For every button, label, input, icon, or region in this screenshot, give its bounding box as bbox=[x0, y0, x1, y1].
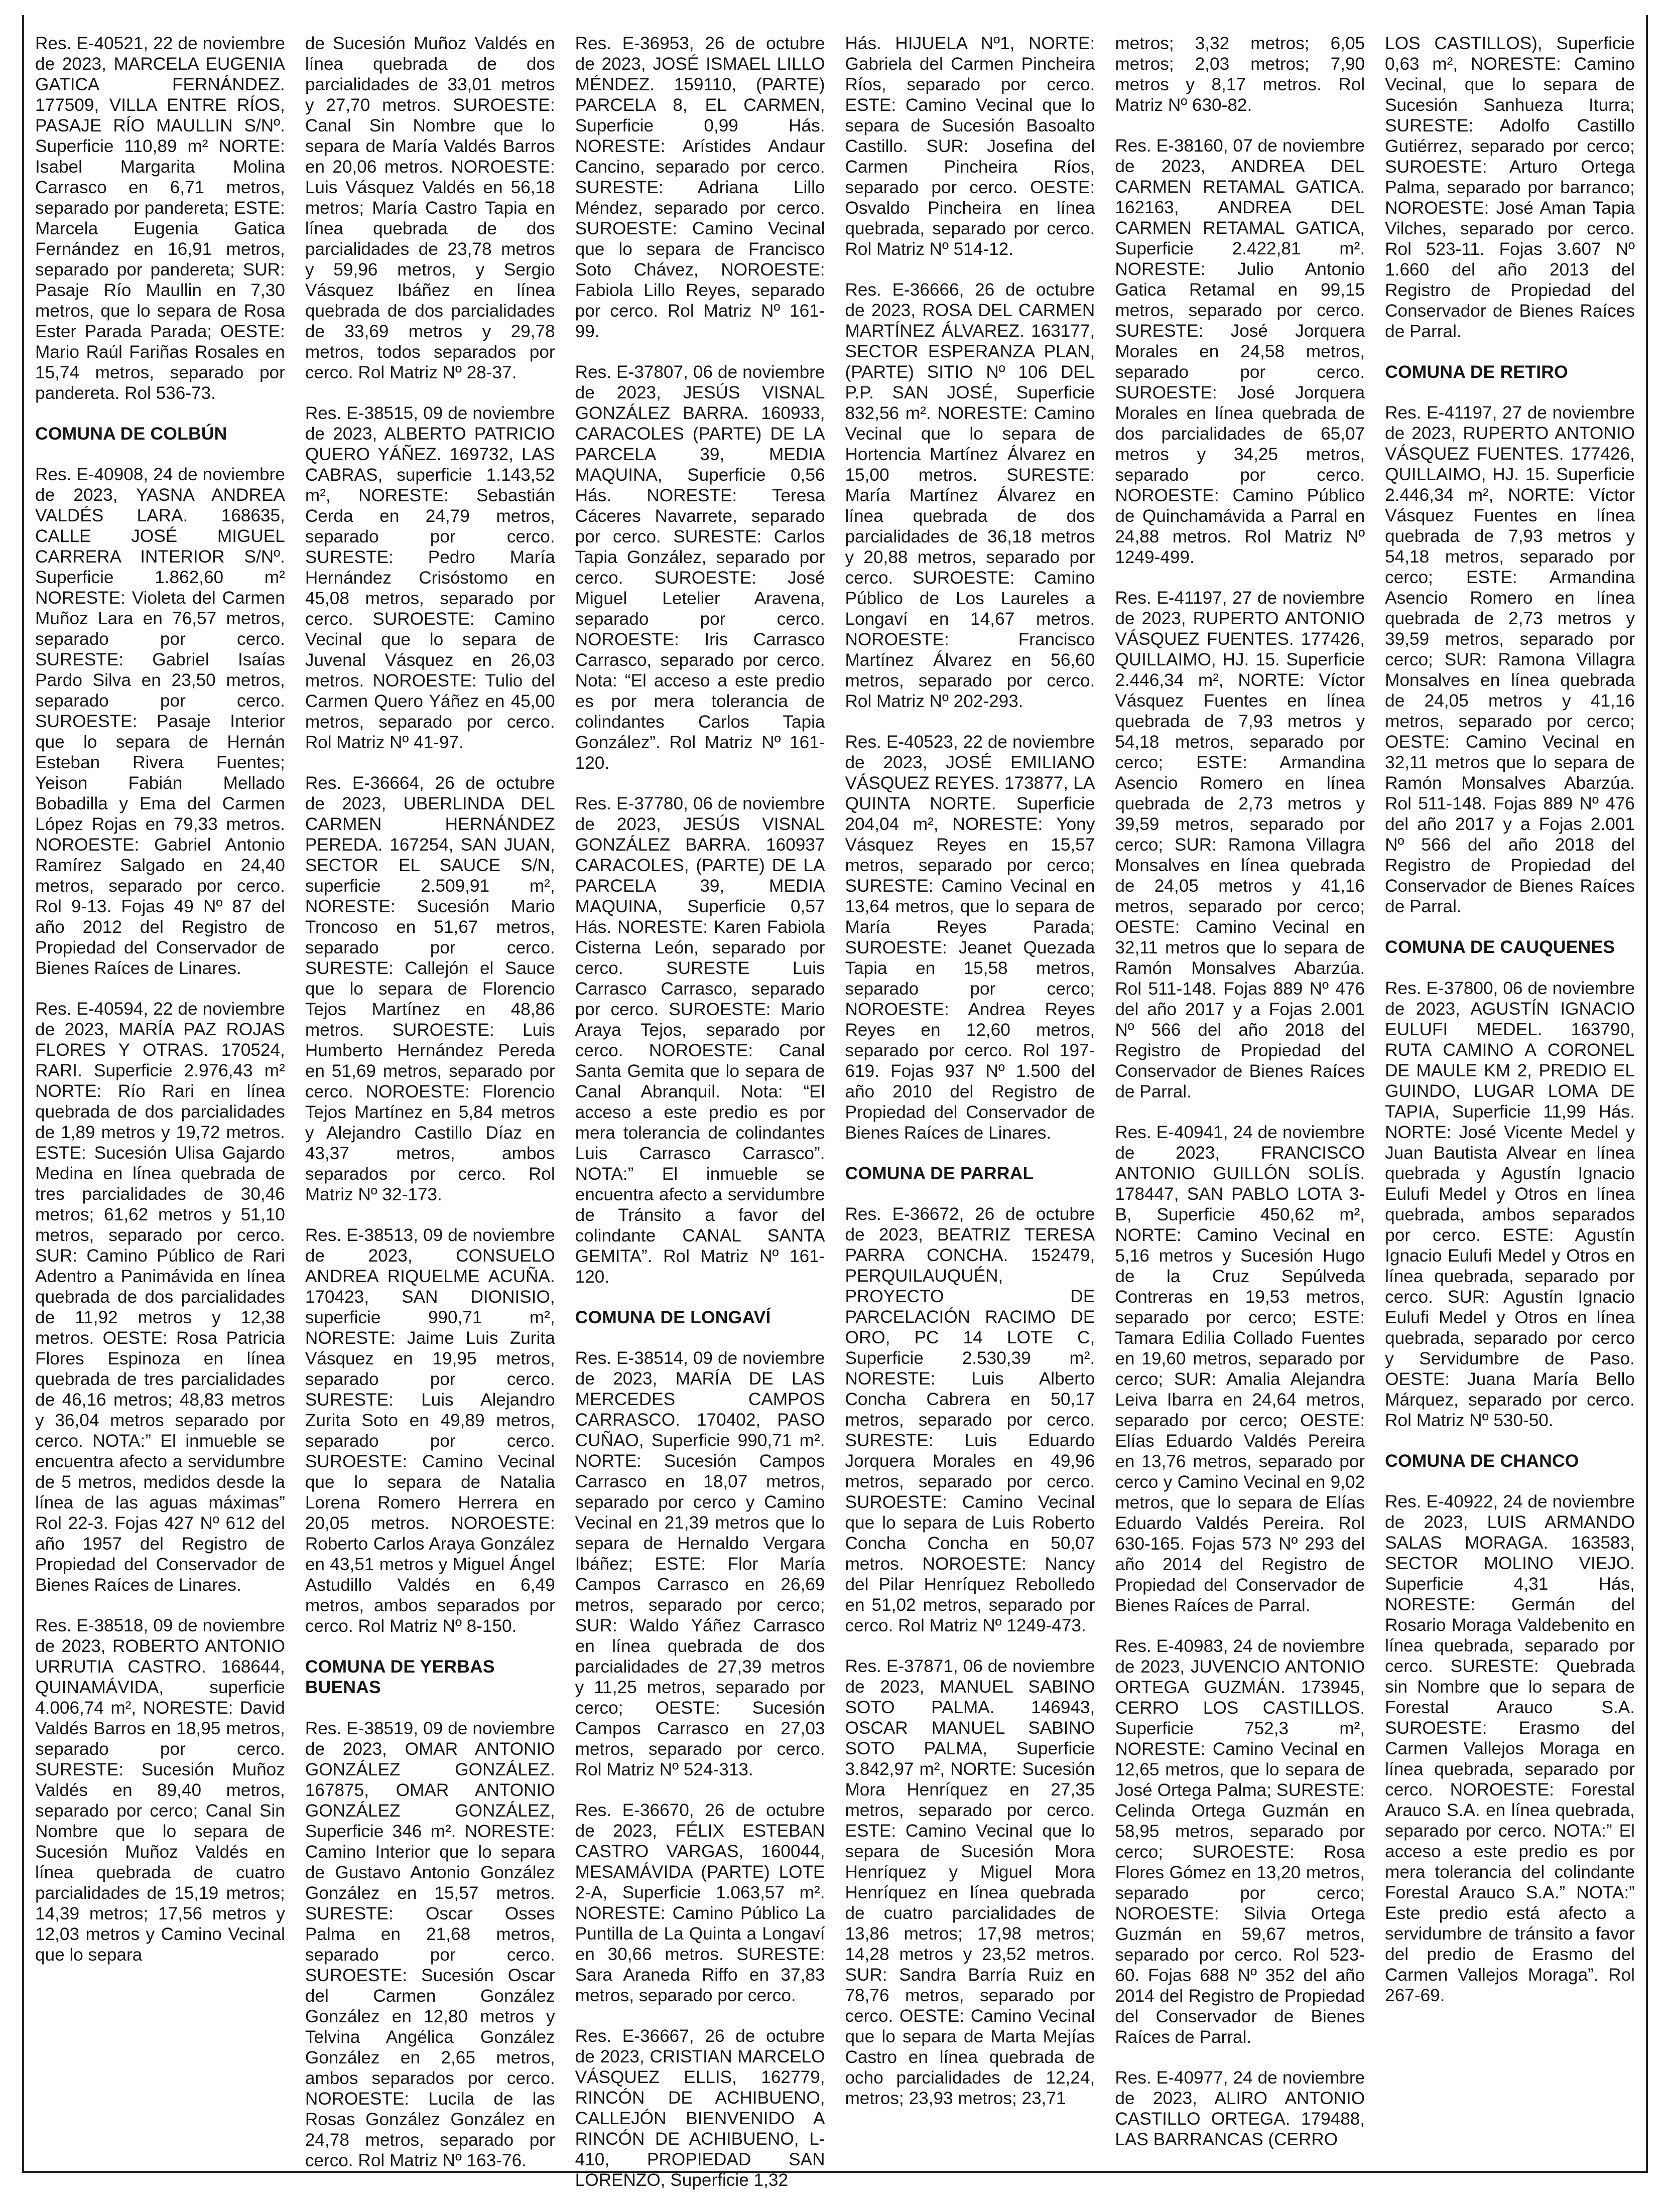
comuna-heading: COMUNA DE RETIRO bbox=[1385, 362, 1568, 382]
notice-entry: Res. E-37871, 06 de noviembre de 2023, MANUEL SABINO SOTO PALMA. 146943, OSCAR MANUEL SABINO SOTO PALMA, Superficie 3.842,97 m², NORTE: Sucesión Mora Henríquez en 27,35 metros, separado por cerco. ESTE: Camino Vecinal que lo separa de Sucesión Mora Henríquez y Miguel Mora Henríquez en línea quebrada de cuatro parcialidades de 13,86 metros; 17,98 metros; 14,28 metros y 23,52 metros. SUR: Sandra Barría Ruiz en 78,76 metros, separado por cerco. OESTE: Camino Vecinal que lo separa de Marta Mejías Castro en línea quebrada de ocho parcialidades de 12,24, metros; 23,93 metros; 23,71 bbox=[845, 1656, 1095, 2109]
notice-entry: Res. E-38160, 07 de noviembre de 2023, ANDREA DEL CARMEN RETAMAL GATICA. 162163, ANDREA DEL CARMEN RETAMAL GATICA, Superficie 2.422,81 m². NORESTE: Julio Antonio Gatica Retamal en 99,15 metros, separado por cerco. SURESTE: José Jorquera Morales en 24,58 metros, separado por cerco. SUROESTE: José Jorquera Morales en línea quebrada de dos parcialidades de 65,07 metros y 34,25 metros, separado por cerco. NOROESTE: Camino Público de Quinchamávida a Parral en 24,88 metros. Rol Matriz Nº 1249-499. bbox=[1115, 136, 1365, 567]
notice-entry: de Sucesión Muñoz Valdés en línea quebrada de dos parcialidades de 33,01 metros y 27,70 metros. SUROESTE: Canal Sin Nombre que lo separa de María Valdés Barros en 20,06 metros. NOROESTE: Luis Vásquez Valdés en 56,18 metros; María Castro Tapia en línea quebrada de dos parcialidades de 23,78 metros y 59,96 metros, y Sergio Vásquez Ibáñez en línea quebrada de dos parcialidades de 33,69 metros y 29,78 metros, todos separados por cerco. Rol Matriz Nº 28-37. bbox=[305, 34, 555, 382]
notice-entry: Res. E-37780, 06 de noviembre de 2023, JESÚS VISNAL GONZÁLEZ BARRA. 160937 CARACOLES, (PARTE) DE LA PARCELA 39, MEDIA MAQUINA, Superficie 0,57 Hás. NORESTE: Karen Fabiola Cisterna León, separado por cerco. SURESTE Luis Carrasco Carrasco, separado por cerco. SUROESTE: Mario Araya Tejos, separado por cerco. NOROESTE: Canal Santa Gemita que lo separa de Canal Abranquil. Nota: “El acceso a este predio es por mera tolerancia de colindantes Luis Carrasco Carrasco”. NOTA:” El inmueble se encuentra afecto a servidumbre de Tránsito a favor del colindante CANAL SANTA GEMITA”. Rol Matriz Nº 161-120. bbox=[575, 794, 825, 1287]
column-6 bbox=[1385, 33, 1635, 2161]
notice-entry: Res. E-36664, 26 de octubre de 2023, UBERLINDA DEL CARMEN HERNÁNDEZ PEREDA. 167254, SAN JUAN, SECTOR EL SAUCE S/N, superficie 2.509,91 m², NORESTE: Sucesión Mario Troncoso en 51,67 metros, separado por cerco. SURESTE: Callejón el Sauce que lo separa de Florencio Tejos Martínez en 48,86 metros. SUROESTE: Luis Humberto Hernández Pereda en 51,69 metros, separado por cerco. NOROESTE: Florencio Tejos Martínez en 5,84 metros y Alejandro Castillo Díaz en 43,37 metros, ambos separados por cerco. Rol Matriz Nº 32-173. bbox=[305, 773, 555, 1204]
notice-entry: Res. E-38519, 09 de noviembre de 2023, OMAR ANTONIO GONZÁLEZ GONZÁLEZ. 167875, OMAR ANTONIO GONZÁLEZ GONZÁLEZ, Superficie 346 m². NORESTE: Camino Interior que lo separa de Gustavo Antonio González González en 15,57 metros. SURESTE: Oscar Osses Palma en 21,68 metros, separado por cerco. SUROESTE: Sucesión Oscar del Carmen González González en 12,80 metros y Telvina Angélica González González en 2,65 metros, ambos separados por cerco. NOROESTE: Lucila de las Rosas González González en 24,78 metros, separado por cerco. Rol Matriz Nº 163-76. bbox=[305, 1718, 555, 2170]
comuna-heading: COMUNA DE COLBÚN bbox=[35, 424, 227, 444]
newspaper-page bbox=[22, 15, 1648, 2190]
notice-entry: Res. E-36953, 26 de octubre de 2023, JOSÉ ISMAEL LILLO MÉNDEZ. 159110, (PARTE) PARCELA 8, EL CARMEN, Superficie 0,99 Hás. NORESTE: Arístides Andaur Cancino, separado por cerco. SURESTE: Adriana Lillo Méndez, separado por cerco. SUROESTE: Camino Vecinal que lo separa de Francisco Soto Chávez, NOROESTE: Fabiola Lillo Reyes, separado por cerco. Rol Matriz Nº 161-99. bbox=[575, 34, 825, 341]
notice-entry: Res. E-40523, 22 de noviembre de 2023, JOSÉ EMILIANO VÁSQUEZ REYES. 173877, LA QUINTA NORTE. Superficie 204,04 m², NORESTE: Yony Vásquez Reyes en 15,57 metros, separado por cerco; SURESTE: Camino Vecinal en 13,64 metros, que lo separa de María Reyes Parada; SUROESTE: Jeanet Quezada Tapia en 15,58 metros, separado por cerco; NOROESTE: Andrea Reyes Reyes en 12,60 metros, separado por cerco. Rol 197-619. Fojas 937 Nº 1.500 del año 2010 del Registro de Propiedad del Conservador de Bienes Raíces de Linares. bbox=[845, 732, 1095, 1143]
comuna-heading: COMUNA DE YERBAS BUENAS bbox=[305, 1656, 495, 1698]
notice-entry: Res. E-41197, 27 de noviembre de 2023, RUPERTO ANTONIO VÁSQUEZ FUENTES. 177426, QUILLAIMO, HJ. 15. Superficie 2.446,34 m², NORTE: Víctor Vásquez Fuentes en línea quebrada de 7,93 metros y 54,18 metros, separado por cerco; ESTE: Armandina Asencio Romero en línea quebrada de 2,73 metros y 39,59 metros, separado por cerco; SUR: Ramona Villagra Monsalves en línea quebrada de 24,05 metros y 41,16 metros, separado por cerco; OESTE: Camino Vecinal en 32,11 metros que lo separa de Ramón Monsalves Abarzúa. Rol 511-148. Fojas 889 Nº 476 del año 2017 y a Fojas 2.001 Nº 566 del año 2018 del Registro de Propiedad del Conservador de Bienes Raíces de Parral. bbox=[1115, 588, 1365, 1101]
notice-entry: Res. E-36666, 26 de octubre de 2023, ROSA DEL CARMEN MARTÍNEZ ÁLVAREZ. 163177, SECTOR ESPERANZA PLAN, (PARTE) SITIO Nº 106 DEL P.P. SAN JOSÉ, Superficie 832,56 m². NORESTE: Camino Vecinal que lo separa de Hortencia Martínez Álvarez en 15,00 metros. SURESTE: María Martínez Álvarez en línea quebrada de dos parcialidades de 36,18 metros y 20,88 metros, separado por cerco. SUROESTE: Camino Público de Los Laureles a Longaví en 14,67 metros. NOROESTE: Francisco Martínez Álvarez en 56,60 metros, separado por cerco. Rol Matriz Nº 202-293. bbox=[845, 280, 1095, 711]
notice-entry: Res. E-38515, 09 de noviembre de 2023, ALBERTO PATRICIO QUERO YÁÑEZ. 169732, LAS CABRAS, superficie 1.143,52 m², NORESTE: Sebastián Cerda en 24,79 metros, separado por cerco. SURESTE: Pedro María Hernández Crisóstomo en 45,08 metros, separado por cerco. SUROESTE: Camino Vecinal que lo separa de Juvenal Vásquez en 26,03 metros. NOROESTE: Tulio del Carmen Quero Yáñez en 45,00 metros, separado por cerco. Rol Matriz Nº 41-97. bbox=[305, 403, 555, 752]
notice-entry: Res. E-40908, 24 de noviembre de 2023, YASNA ANDREA VALDÉS LARA. 168635, CALLE JOSÉ MIGUEL CARRERA INTERIOR S/Nº. Superficie 1.862,60 m² NORESTE: Violeta del Carmen Muñoz Lara en 76,57 metros, separado por cerco. SURESTE: Gabriel Isaías Pardo Silva en 23,50 metros, separado por cerco. SUROESTE: Pasaje Interior que lo separa de Hernán Esteban Rivera Fuentes; Yeison Fabián Mellado Bobadilla y Ema del Carmen López Rojas en 79,33 metros. NOROESTE: Gabriel Antonio Ramírez Salgado en 24,40 metros, separado por cerco. Rol 9-13. Fojas 49 Nº 87 del año 2012 del Registro de Propiedad del Conservador de Bienes Raíces de Linares. bbox=[35, 465, 285, 979]
notice-entry: Res. E-40521, 22 de noviembre de 2023, MARCELA EUGENIA GATICA FERNÁNDEZ. 177509, VILLA ENTRE RÍOS, PASAJE RÍO MAULLIN S/Nº. Superficie 110,89 m² NORTE: Isabel Margarita Molina Carrasco en 6,71 metros, separado por pandereta; ESTE: Marcela Eugenia Gatica Fernández en 16,91 metros, separado por pandereta; SUR: Pasaje Río Maullin en 7,30 metros, que lo separa de Rosa Ester Parada Parada; OESTE: Mario Raúl Fariñas Rosales en 15,74 metros, separado por pandereta. Rol 536-73. bbox=[35, 34, 285, 403]
comuna-heading: COMUNA DE PARRAL bbox=[845, 1163, 1034, 1183]
notice-entry: Res. E-38518, 09 de noviembre de 2023, ROBERTO ANTONIO URRUTIA CASTRO. 168644, QUINAMÁVIDA, superficie 4.006,74 m², NORESTE: David Valdés Barros en 18,95 metros, separado por cerco. SURESTE: Sucesión Muñoz Valdés en 89,40 metros, separado por cerco; Canal Sin Nombre que lo separa de Sucesión Muñoz Valdés en línea quebrada de cuatro parcialidades de 15,19 metros; 14,39 metros; 17,56 metros y 12,03 metros y Camino Vecinal que lo separa bbox=[35, 1616, 285, 1965]
notice-entry: Res. E-38513, 09 de noviembre de 2023, CONSUELO ANDREA RIQUELME ACUÑA. 170423, SAN DIONISIO, superficie 990,71 m², NORESTE: Jaime Luis Zurita Vásquez en 19,95 metros, separado por cerco. SURESTE: Luis Alejandro Zurita Soto en 49,89 metros, separado por cerco. SUROESTE: Camino Vecinal que lo separa de Natalia Lorena Romero Herrera en 20,05 metros. NOROESTE: Roberto Carlos Araya González en 43,51 metros y Miguel Ángel Astudillo Valdés en 6,49 metros, ambos separados por cerco. Rol Matriz Nº 8-150. bbox=[305, 1225, 555, 1636]
column-4 bbox=[845, 33, 1095, 2161]
notice-entry: Res. E-40983, 24 de noviembre de 2023, JUVENCIO ANTONIO ORTEGA GUZMÁN. 173945, CERRO LOS CASTILLOS. Superficie 752,3 m², NORESTE: Camino Vecinal en 12,65 metros, que lo separa de José Ortega Palma; SURESTE: Celinda Ortega Guzmán en 58,95 metros, separado por cerco; SUROESTE: Rosa Flores Gómez en 13,20 metros, separado por cerco; NOROESTE: Silvia Ortega Guzmán en 59,67 metros, separado por cerco. Rol 523-60. Fojas 688 Nº 352 del año 2014 del Registro de Propiedad del Conservador de Bienes Raíces de Parral. bbox=[1115, 1636, 1365, 2047]
column-3 bbox=[575, 33, 825, 2190]
notice-entry: Res. E-40922, 24 de noviembre de 2023, LUIS ARMANDO SALAS MORAGA. 163583, SECTOR MOLINO VIEJO. Superficie 4,31 Hás, NORESTE: Germán del Rosario Moraga Valdebenito en línea quebrada, separado por cerco. SURESTE: Quebrada sin Nombre que lo separa de Forestal Arauco S.A. SUROESTE: Erasmo del Carmen Vallejos Moraga en línea quebrada, separado por cerco. NOROESTE: Forestal Arauco S.A. en línea quebrada, separado por cerco. NOTA:” El acceso a este predio es por mera tolerancia del colindante Forestal Arauco S.A.” NOTA:” Este predio está afecto a servidumbre de tránsito a favor del predio de Erasmo del Carmen Vallejos Moraga”. Rol 267-69. bbox=[1385, 1492, 1635, 2006]
notice-entry: LOS CASTILLOS), Superficie 0,63 m², NORESTE: Camino Vecinal, que lo separa de Sucesión Sanhueza Iturra; SURESTE: Adolfo Castillo Gutiérrez, separado por cerco; SUROESTE: Arturo Ortega Palma, separado por barranco; NOROESTE: José Aman Tapia Vilches, separado por cerco. Rol 523-11. Fojas 3.607 Nº 1.660 del año 2013 del Registro de Propiedad del Conservador de Bienes Raíces de Parral. bbox=[1385, 34, 1635, 341]
notice-entry: Res. E-40941, 24 de noviembre de 2023, FRANCISCO ANTONIO GUILLÓN SOLÍS. 178447, SAN PABLO LOTA 3-B, Superficie 450,62 m², NORTE: Camino Vecinal en 5,16 metros y Sucesión Hugo de la Cruz Sepúlveda Contreras en 19,53 metros, separado por cerco; ESTE: Tamara Edilia Collado Fuentes en 19,60 metros, separado por cerco; SUR: Amalia Alejandra Leiva Ibarra en 24,64 metros, separado por cerco; OESTE: Elías Eduardo Valdés Pereira en 13,76 metros, separado por cerco y Camino Vecinal en 9,02 metros, que lo separa de Elías Eduardo Valdés Pereira. Rol 630-165. Fojas 573 Nº 293 del año 2014 del Registro de Propiedad del Conservador de Bienes Raíces de Parral. bbox=[1115, 1123, 1365, 1615]
notice-entry: Res. E-37807, 06 de noviembre de 2023, JESÚS VISNAL GONZÁLEZ BARRA. 160933, CARACOLES (PARTE) DE LA PARCELA 39, MEDIA MAQUINA, Superficie 0,56 Hás. NORESTE: Teresa Cáceres Navarrete, separado por cerco. SURESTE: Carlos Tapia González, separado por cerco. SUROESTE: José Miguel Letelier Aravena, separado por cerco. NOROESTE: Iris Carrasco Carrasco, separado por cerco. Nota: “El acceso a este predio es por mera tolerancia de colindantes Carlos Tapia González”. Rol Matriz Nº 161-120. bbox=[575, 362, 825, 773]
notice-entry: metros; 3,32 metros; 6,05 metros; 2,03 metros; 7,90 metros y 8,17 metros. Rol Matriz Nº 630-82. bbox=[1115, 34, 1365, 115]
comuna-heading: COMUNA DE CHANCO bbox=[1385, 1450, 1579, 1471]
column-5 bbox=[1115, 33, 1365, 2161]
notice-entry: Res. E-41197, 27 de noviembre de 2023, RUPERTO ANTONIO VÁSQUEZ FUENTES. 177426, QUILLAIMO, HJ. 15. Superficie 2.446,34 m², NORTE: Víctor Vásquez Fuentes en línea quebrada de 7,93 metros y 54,18 metros, separado por cerco; ESTE: Armandina Asencio Romero en línea quebrada de 2,73 metros y 39,59 metros, separado por cerco; SUR: Ramona Villagra Monsalves en línea quebrada de 24,05 metros y 41,16 metros, separado por cerco; OESTE: Camino Vecinal en 32,11 metros que lo separa de Ramón Monsalves Abarzúa. Rol 511-148. Fojas 889 Nº 476 del año 2017 y a Fojas 2.001 Nº 566 del año 2018 del Registro de Propiedad del Conservador de Bienes Raíces de Parral. bbox=[1385, 403, 1635, 917]
notice-entry: Res. E-36667, 26 de octubre de 2023, CRISTIAN MARCELO VÁSQUEZ ELLIS, 162779, RINCÓN DE ACHIBUENO, CALLEJÓN BIENVENIDO A RINCÓN DE ACHIBUENO, L-410, PROPIEDAD SAN LORENZO, Superficie 1,32 bbox=[575, 2026, 825, 2190]
notice-entry: Res. E-36672, 26 de octubre de 2023, BEATRIZ TERESA PARRA CONCHA. 152479, PERQUILAUQUÉN, PROYECTO DE PARCELACIÓN RACIMO DE ORO, PC 14 LOTE C, Superficie 2.530,39 m². NORESTE: Luis Alberto Concha Cabrera en 50,17 metros, separado por cerco. SURESTE: Luis Eduardo Jorquera Morales en 49,96 metros, separado por cerco. SUROESTE: Camino Vecinal que lo separa de Luis Roberto Concha Concha en 50,07 metros. NOROESTE: Nancy del Pilar Henríquez Rebolledo en 51,02 metros, separado por cerco. Rol Matriz Nº 1249-473. bbox=[845, 1204, 1095, 1636]
notice-entry: Hás. HIJUELA Nº1, NORTE: Gabriela del Carmen Pincheira Ríos, separado por cerco. ESTE: Camino Vecinal que lo separa de Sucesión Basoalto Castillo. SUR: Josefina del Carmen Pincheira Ríos, separado por cerco. OESTE: Osvaldo Pincheira en línea quebrada, separado por cerco. Rol Matriz Nº 514-12. bbox=[845, 34, 1095, 259]
comuna-heading: COMUNA DE LONGAVÍ bbox=[575, 1307, 771, 1327]
notice-entry: Res. E-40594, 22 de noviembre de 2023, MARÍA PAZ ROJAS FLORES Y OTRAS. 170524, RARI. Superficie 2.976,43 m² NORTE: Río Rari en línea quebrada de dos parcialidades de 1,89 metros y 19,72 metros. ESTE: Sucesión Ulisa Gajardo Medina en línea quebrada de tres parcialidades de 30,46 metros; 61,62 metros y 51,10 metros, separado por cerco. SUR: Camino Público de Rari Adentro a Panimávida en línea quebrada de dos parcialidades de 11,92 metros y 12,38 metros. OESTE: Rosa Patricia Flores Espinoza en línea quebrada de tres parcialidades de 46,16 metros; 48,83 metros y 36,04 metros separado por cerco. NOTA:” El inmueble se encuentra afecto a servidumbre de 5 metros, medidos desde la línea de las aguas máximas” Rol 22-3. Fojas 427 Nº 612 del año 1957 del Registro de Propiedad del Conservador de Bienes Raíces de Linares. bbox=[35, 999, 285, 1595]
comuna-heading: COMUNA DE CAUQUENES bbox=[1385, 937, 1615, 957]
column-1 bbox=[35, 33, 285, 2161]
column-2 bbox=[305, 33, 555, 2170]
notice-entry: Res. E-36670, 26 de octubre de 2023, FÉLIX ESTEBAN CASTRO VARGAS, 160044, MESAMÁVIDA (PARTE) LOTE 2-A, Superficie 1.063,57 m². NORESTE: Camino Público La Puntilla de La Quinta a Longaví en 30,66 metros. SURESTE: Sara Araneda Riffo en 37,83 metros, separado por cerco. bbox=[575, 1801, 825, 2006]
notice-entry: Res. E-37800, 06 de noviembre de 2023, AGUSTÍN IGNACIO EULUFI MEDEL. 163790, RUTA CAMINO A CORONEL DE MAULE KM 2, PREDIO EL GUINDO, LUGAR LOMA DE TAPIA, Superficie 11,99 Hás. NORTE: José Vicente Medel y Juan Bautista Alvear en línea quebrada y Agustín Ignacio Eulufi Medel y Otros en línea quebrada, ambos separados por cerco. ESTE: Agustín Ignacio Eulufi Medel y Otros en línea quebrada, separado por cerco. SUR: Agustín Ignacio Eulufi Medel y Otros en línea quebrada, separado por cerco y Servidumbre de Paso. OESTE: Juana María Bello Márquez, separado por cerco. Rol Matriz Nº 530-50. bbox=[1385, 978, 1635, 1430]
notice-entry: Res. E-40977, 24 de noviembre de 2023, ALIRO ANTONIO CASTILLO ORTEGA. 179488, LAS BARRANCAS (CERRO bbox=[1115, 2068, 1365, 2149]
notice-entry: Res. E-38514, 09 de noviembre de 2023, MARÍA DE LAS MERCEDES CAMPOS CARRASCO. 170402, PASO CUÑAO, Superficie 990,71 m². NORTE: Sucesión Campos Carrasco en 18,07 metros, separado por cerco y Camino Vecinal en 21,39 metros que lo separa de Hernaldo Vergara Ibáñez; ESTE: Flor María Campos Carrasco en 26,69 metros, separado por cerco; SUR: Waldo Yáñez Carrasco en línea quebrada de dos parcialidades de 27,39 metros y 11,25 metros, separado por cerco; OESTE: Sucesión Campos Carrasco en 27,03 metros, separado por cerco. Rol Matriz Nº 524-313. bbox=[575, 1348, 825, 1780]
